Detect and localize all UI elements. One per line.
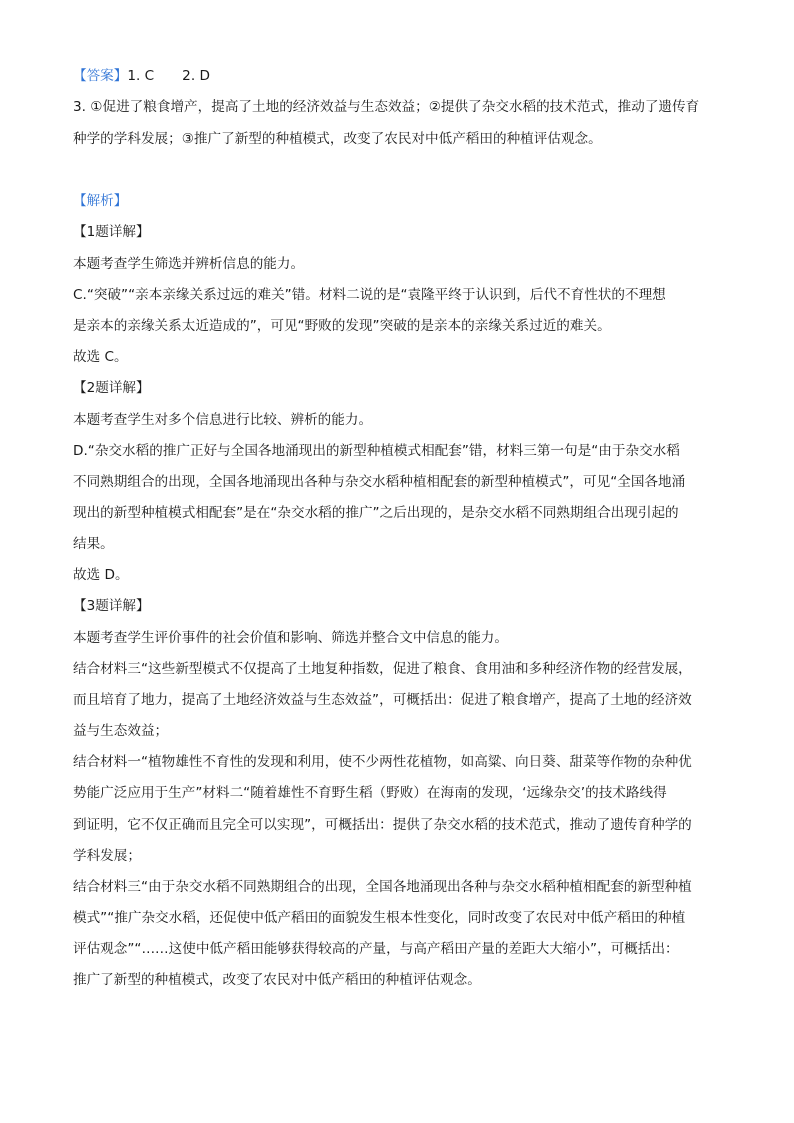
q2-text-line: 本题考查学生对多个信息进行比较、辨析的能力。: [73, 412, 373, 428]
q3-text-line: 结合材料一“植物雄性不育性的发现和利用，使不少两性花植物，如高粱、向日葵、甜菜等作物的杂种优: [73, 754, 692, 770]
answer-label: 【答案】: [73, 68, 128, 84]
answer-item-1: 1. C: [127, 68, 155, 84]
q2-text-line: 故选 D。: [73, 567, 129, 583]
q2-text-line: 不同熟期组合的出现，全国各地涌现出各种与杂交水稻种植相配套的新型种植模式”，可见“全国各地涌: [73, 474, 686, 490]
analysis-label: 【解析】: [73, 193, 128, 209]
q3-heading: 【3题详解】: [73, 598, 150, 614]
q1-heading: 【1题详解】: [73, 224, 150, 240]
q2-text-line: 现出的新型种植模式相配套”是在“杂交水稻的推广”之后出现的，是杂交水稻不同熟期组合出现引起的: [73, 505, 679, 521]
q2-heading: 【2题详解】: [73, 380, 150, 396]
q3-text-line: 结合材料三“这些新型模式不仅提高了土地复种指数，促进了粮食、食用油和多种经济作物的经营发展，: [73, 661, 692, 677]
answer-item-2: 2. D: [182, 68, 210, 84]
q3-text-line: 推广了新型的种植模式，改变了农民对中低产稻田的种植评估观念。: [73, 972, 481, 988]
q3-text-line: 益与生态效益；: [73, 723, 169, 739]
answer-q3-line-2: 种学的学科发展；③推广了新型的种植模式，改变了农民对中低产稻田的种植评估观念。: [73, 131, 602, 147]
q3-text-line: 学科发展；: [73, 848, 141, 864]
q2-text-line: 结果。: [73, 536, 114, 552]
q1-text-line: 是亲本的亲缘关系太近造成的”，可见“野败的发现”突破的是亲本的亲缘关系过近的难关。: [73, 318, 611, 334]
q3-text-line: 到证明，它不仅正确而且完全可以实现”，可概括出：提供了杂交水稻的技术范式，推动了遗传育种学的: [73, 817, 692, 833]
q2-text-line: D.“杂交水稻的推广正好与全国各地涌现出的新型种植模式相配套”错，材料三第一句是“由于杂交水稻: [73, 443, 680, 459]
q3-text-line: 势能广泛应用于生产”材料二“随着雄性不育野生稻（野败）在海南的发现，‘远缘杂交’的技术路线得: [73, 785, 667, 801]
q3-text-line: 评估观念”“……这使中低产稻田能够获得较高的产量，与高产稻田产量的差距大大缩小”，可概括出：: [73, 941, 679, 957]
answer-line: [73, 66, 210, 86]
q3-text-line: 本题考查学生评价事件的社会价值和影响、筛选并整合文中信息的能力。: [73, 630, 508, 646]
q1-text-line: C.“突破”“亲本亲缘关系过远的难关”错。材料二说的是“袁隆平终于认识到，后代不育性状的不理想: [73, 287, 666, 303]
q1-text-line: 故选 C。: [73, 349, 128, 365]
q1-text-line: 本题考查学生筛选并辨析信息的能力。: [73, 256, 305, 272]
answer-q3-line-1: 3. ①促进了粮食增产，提高了土地的经济效益与生态效益；②提供了杂交水稻的技术范式，推动了遗传育: [73, 99, 700, 115]
q3-text-line: 结合材料三“由于杂交水稻不同熟期组合的出现，全国各地涌现出各种与杂交水稻种植相配套的新型种植: [73, 879, 692, 895]
q3-text-line: 而且培育了地力，提高了土地经济效益与生态效益”，可概括出：促进了粮食增产，提高了土地的经济效: [73, 692, 692, 708]
q3-text-line: 模式”“推广杂交水稻，还促使中低产稻田的面貌发生根本性变化，同时改变了农民对中低产稻田的种植: [73, 910, 686, 926]
